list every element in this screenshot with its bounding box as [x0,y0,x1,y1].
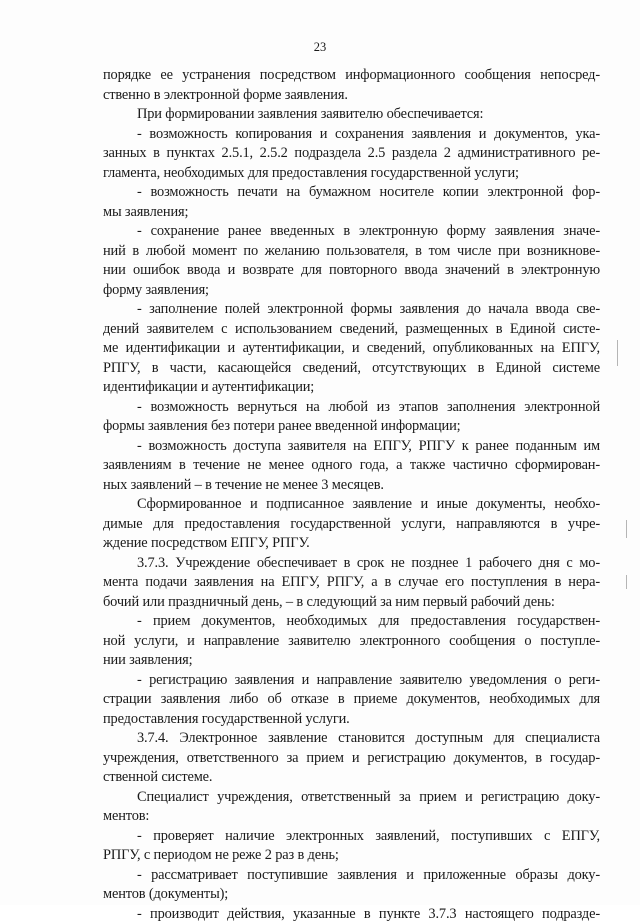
text-line: - заполнение полей электронной формы заявления до начала ввода све- [103,300,600,320]
text-line: - возможность доступа заявителя на ЕПГУ, РПГУ к ранее поданным им [103,437,600,457]
text-line: нии ошибок ввода и возврате для повторного ввода значений в электронную [103,261,600,281]
text-line: димые для предоставления государственной услуги, направляются в учре- [103,515,600,535]
text-line: - возможность вернуться на любой из этапов заполнения электронной [103,398,600,418]
text-line: идентификации и аутентификации; [103,378,600,398]
text-line: ний в любой момент по желанию пользователя, в том числе при возникнове- [103,242,600,262]
text-line: заявлениям в течение не менее одного года, а также частично сформирован- [103,456,600,476]
text-line: - регистрацию заявления и направление заявителю уведомления о реги- [103,671,600,691]
page-number: 23 [0,40,640,55]
text-line: мента подачи заявления на ЕПГУ, РПГУ, а в случае его поступления в нера- [103,573,600,593]
text-line: форму заявления; [103,281,600,301]
text-line: страции заявления либо об отказе в приеме документов, необходимых для [103,690,600,710]
text-line: 3.7.4. Электронное заявление становится доступным для специалиста [103,729,600,749]
text-line: бочий или праздничный день, – в следующий за ним первый рабочий день: [103,593,600,613]
text-line: предоставления государственной услуги. [103,710,600,730]
document-body [103,66,600,924]
text-line: занных в пунктах 2.5.1, 2.5.2 подраздела 2.5 раздела 2 административного ре- [103,144,600,164]
text-line: ной услуги, и направление заявителю электронного сообщения о поступле- [103,632,600,652]
text-line: дений заявителем с использованием сведений, размещенных в Единой систе- [103,320,600,340]
text-line: ственно в электронной форме заявления. [103,86,600,106]
text-line: При формировании заявления заявителю обеспечивается: [103,105,600,125]
text-line: - возможность печати на бумажном носителе копии электронной фор- [103,183,600,203]
text-line: 3.7.3. Учреждение обеспечивает в срок не позднее 1 рабочего дня с мо- [103,554,600,574]
text-line: Сформированное и подписанное заявление и иные документы, необхо- [103,495,600,515]
text-line: - рассматривает поступившие заявления и приложенные образы доку- [103,866,600,886]
text-line: РПГУ, в части, касающейся сведений, отсутствующих в Единой системе [103,359,600,379]
text-line: - прием документов, необходимых для предоставления государствен- [103,612,600,632]
text-line: - сохранение ранее введенных в электронную форму заявления значе- [103,222,600,242]
text-line: ственной системе. [103,768,600,788]
text-line: - проверяет наличие электронных заявлений, поступивших с ЕПГУ, [103,827,600,847]
text-line: мы заявления; [103,203,600,223]
text-line: РПГУ, с периодом не реже 2 раз в день; [103,846,600,866]
text-line: ментов: [103,807,600,827]
text-line: ждение посредством ЕПГУ, РПГУ. [103,534,600,554]
text-line: ме идентификации и аутентификации, и сведений, опубликованных на ЕПГУ, [103,339,600,359]
text-line: ментов (документы); [103,885,600,905]
scan-mark [626,520,627,538]
text-line: гламента, необходимых для предоставления государственной услуги; [103,164,600,184]
text-line: ных заявлений – в течение не менее 3 месяцев. [103,476,600,496]
text-line: - производит действия, указанные в пункте 3.7.3 настоящего подразде- [103,905,600,924]
text-line: - возможность копирования и сохранения заявления и документов, ука- [103,125,600,145]
scan-mark [617,340,618,366]
scan-mark [626,575,627,589]
text-line: порядке ее устранения посредством информационного сообщения непосред- [103,66,600,86]
text-line: нии заявления; [103,651,600,671]
text-line: формы заявления без потери ранее введенной информации; [103,417,600,437]
text-line: учреждения, ответственного за прием и регистрацию документов, в государ- [103,749,600,769]
text-line: Специалист учреждения, ответственный за прием и регистрацию доку- [103,788,600,808]
